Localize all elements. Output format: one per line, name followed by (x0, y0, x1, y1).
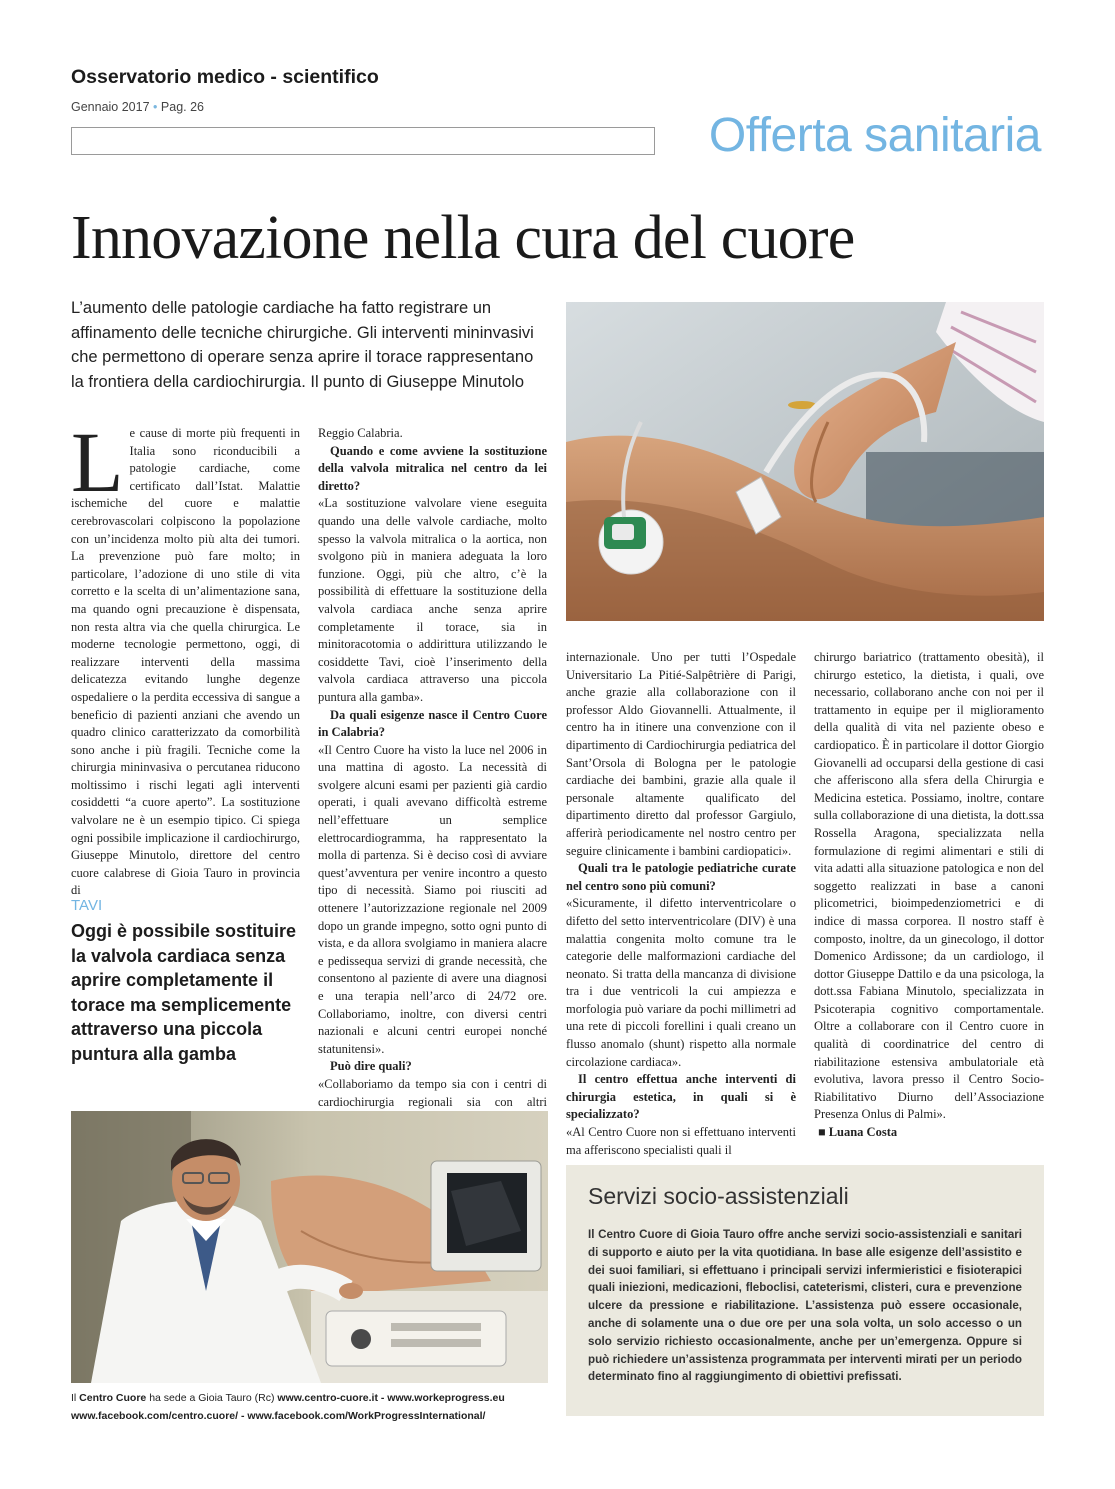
body-text: e cause di morte più frequenti in Italia sono riconducibili a patologie cardiache, come certificato dall’Istat. Malattie ischemiche del cuore e malattie cerebrovascolari colpiscono la popolazione con un’incidenza molto più alta dei tumori. La prevenzione può fare molto; in particolare, l’adozione di uno stile di vita corretto e la scelta di un’alimentazione sana, ma quando ogni precauzione è dispensata, non resta altra via che quella chirurgica. Le moderne tecnologie permettono, oggi, di realizzare interventi della massima delicatezza evitando lunghe degenze ospedaliere o la perdita eccessiva di sangue a beneficio di pazienti anziani che avendo un quadro clinico caratterizzato da comorbilità sono anche i più fragili. Tecniche come la chirurgia mininvasiva o percutanea riducono moltissimo i rischi legati agli interventi cosiddetti “a cuore aperto”. La sostituzione valvolare ne è un esempio tipico. Ci spiega ogni possibile implicazione il cardiochirurgo, Giuseppe Minutolo, direttore del centro cuore calabrese di Gioia Tauro in provincia di (71, 426, 300, 898)
services-box-title: Servizi socio-assistenziali (588, 1183, 849, 1209)
answer: «Il Centro Cuore ha visto la luce nel 2006 in una mattina di agosto. La necessità di svolgere alcuni esami per pazienti già cardio operati, i quali avevano difficoltà estreme nell’effettuare un semplice elettrocardiogramma, ha rappresentato la molla di partenza. Si è deciso così di avviare quest’avventura per venire incontro a questo tipo di necessità. Siamo poi riusciti ad ottenere l’autorizzazione regionale nel 2009 dopo un grande impegno, sotto ogni punto di vista, e da allora svolgiamo in maniera alacre e pedissequa servizi di grande necessità, che consentono al paziente di avere una diagnosi e una terapia nell’arco di 24/72 ore. Collaboriamo, inoltre, con diversi centri nazionali e alcuni centri europei nonché statunitensi». (318, 742, 547, 1056)
caption-location: ha sede a Gioia Tauro (Rc) (149, 1392, 275, 1404)
doctor-echocardiogram-photo (71, 1111, 548, 1383)
issue-date: Gennaio 2017 (71, 100, 150, 114)
article-column-3 (566, 649, 796, 1159)
question: Da quali esigenze nasce il Centro Cuore in Calabria? (318, 707, 547, 740)
question: Può dire quali? (330, 1059, 412, 1074)
caption-prefix: Il (71, 1392, 77, 1404)
separator-dot: • (153, 100, 158, 114)
answer: «La sostituzione valvolare viene eseguita quando una delle valvole cardiache, molto spesso la valvola mitralica o la aortica, non svolgono più in maniera adeguata la loro funzione. Oggi, più che altro, c’è la possibilità di effettuare la sostituzione della valvola cardiaca anche senza aprire completamente il torace, sia in minitoracotomia o addirittura utilizzando le cosiddette Tavi, cioè l’inserimento della valvola cardiaca attraverso una piccola puntura alla gamba». (318, 496, 547, 704)
answer: «Collaboriamo da tempo sia con i centri di cardiochirurgia regionali sia con altri (318, 1076, 547, 1109)
pull-quote: Oggi è possibile sostituire la valvola cardiaca senza aprire completamente il torace ma semplicemente attraverso una piccola puntura alla gamba (71, 921, 297, 1064)
services-box (566, 1165, 1044, 1416)
lead-paragraph: L’aumento delle patologie cardiache ha fatto registrare un affinamento delle tecniche chirurgiche. Gli interventi mininvasivi che permettono di operare senza aprire il torace rappresentano la frontiera della cardiochirurgia. Il punto di Giuseppe Minutolo (71, 299, 534, 391)
ultrasound-probe-photo (566, 302, 1044, 621)
body-text: Reggio Calabria. (318, 426, 403, 440)
services-box-text: Il Centro Cuore di Gioia Tauro offre anche servizi socio-assistenziali e sanitari di supporto e aiuto per la vita quotidiana. In base alle esigenze dell’assistito e dei suoi familiari, si effettuano i principali servizi infermieristici e fisioterapici quali iniezioni, medicazioni, fleboclisi, cateterismi, clisteri, cura e prevenzione ulcere da pressione e riabilitazione. L’assistenza può essere occasionale, anche di solamente una o due ore per una sola volta, un solo accesso o un solo servizio richiesto occasionalmente, anche per un’emergenza. Oppure si può richiedere un’assistenza programmata per interventi mirati per un periodo determinato fino al raggiungimento di obiettivi prefissati. (588, 1228, 1022, 1384)
section-title: Osservatorio medico - scientifico (71, 66, 379, 88)
doctor-echocardiogram-illustration (71, 1111, 548, 1383)
question: Quando e come avviene la sostituzione della valvola mitralica nel centro da lei diretto? (318, 443, 547, 493)
page-number: Pag. 26 (160, 100, 204, 114)
answer: «Al Centro Cuore non si effettuano interventi ma afferiscono specialisti quali il (566, 1125, 796, 1157)
headline: Innovazione nella cura del cuore (71, 204, 855, 272)
answer: «Sicuramente, il difetto interventricolare o difetto del setto interventricolare (DIV) è una malattia congenita molto comune tra le categorie delle malformazioni cardiache del neonato. Si tratta della mancanza di divisione tra i due ventricoli la cui ampiezza e morfologia può variare da pochi millimetri ad una rete di piccoli forellini i quali creano un flusso anomalo (shunt) rispetto alla normale circolazione cardiaca». (566, 896, 796, 1069)
caption-website-links[interactable]: www.centro-cuore.it - www.workeprogress.eu (277, 1392, 505, 1404)
category-title: Offerta sanitaria (708, 109, 1041, 162)
author-signature (814, 1124, 1044, 1142)
ultrasound-probe-illustration (566, 302, 1044, 621)
article-column-1 (71, 414, 300, 900)
author-name: Luana Costa (828, 1125, 898, 1140)
header-rule-box (71, 127, 655, 155)
drop-cap: L (71, 414, 124, 510)
question: Il centro effettua anche interventi di chirurgia estetica, in quali si è specializzato? (566, 1072, 796, 1122)
question: Quali tra le patologie pediatriche curate nel centro sono più comuni? (566, 861, 796, 893)
answer: chirurgo bariatrico (trattamento obesità), il chirurgo estetico, la dietista, i quali, ove necessario, collaborano anche con noi per il trattamento in equipe per il miglioramento della qualità di vita nel paziente obeso e cardiopatico. È in particolare il dottor Giorgio Giovanelli ad occuparsi della gestione di casi che afferiscono alla sfera della Chirurgia e Medicina estetica. Possiamo, inoltre, contare sulla collaborazione di una dietista, la dott.ssa Rossella Aragona, specializzata nella formulazione di regimi alimentari e stili di vita adatti alla situazione patologica e non del soggetto realizzati in base a canoni plicometrici, bioimpedenziometrici e di indice di massa corporea. Il nostro staff è composto, inoltre, da un ginecologo, il dottor Domenico Ardissone; da un cardiologo, il dottor Giuseppe Dattilo e da una psicologa, la dott.ssa Fabiana Minutolo, specializzata in Psicoterapia cognitivo comportamentale. Oltre a collaborare con il Centro cuore in qualità di coordinatrice del centro di riabilitazione estensiva ambulatoriale età evolutiva, lavora presso il Centro Socio-Riabilitativo Diurno dell’Associazione Presenza Onlus di Palmi». (814, 650, 1044, 1122)
signature-square-icon: ■ (818, 1125, 826, 1140)
article-column-2 (318, 425, 547, 1129)
answer: internazionale. Uno per tutti l’Ospedale Universitario La Pitié-Salpêtrière di Parigi, anche grazie alla collaborazione con il professor Aldo Giovannelli. Attualmente, il centro ha in itinere una convenzione con il dipartimento di Cardiochirurgia pediatrica del Sant’Orsola di Bologna per le patologie cardiache dei bambini, grazie alla quale il personale altamente qualificato del dipartimento diretto dal professor Gargiulo, afferirà periodicamente nel nostro centro per seguire clinicamente i bambini cardiopatici». (566, 650, 796, 858)
pull-quote-label: TAVI (71, 897, 103, 914)
issue-line (71, 100, 204, 114)
caption-facebook-links[interactable]: www.facebook.com/centro.cuore/ - www.facebook.com/WorkProgressInternational/ (71, 1410, 486, 1422)
article-column-4 (814, 649, 1044, 1142)
caption-center-name: Centro Cuore (79, 1392, 147, 1404)
photo-caption (71, 1389, 551, 1425)
